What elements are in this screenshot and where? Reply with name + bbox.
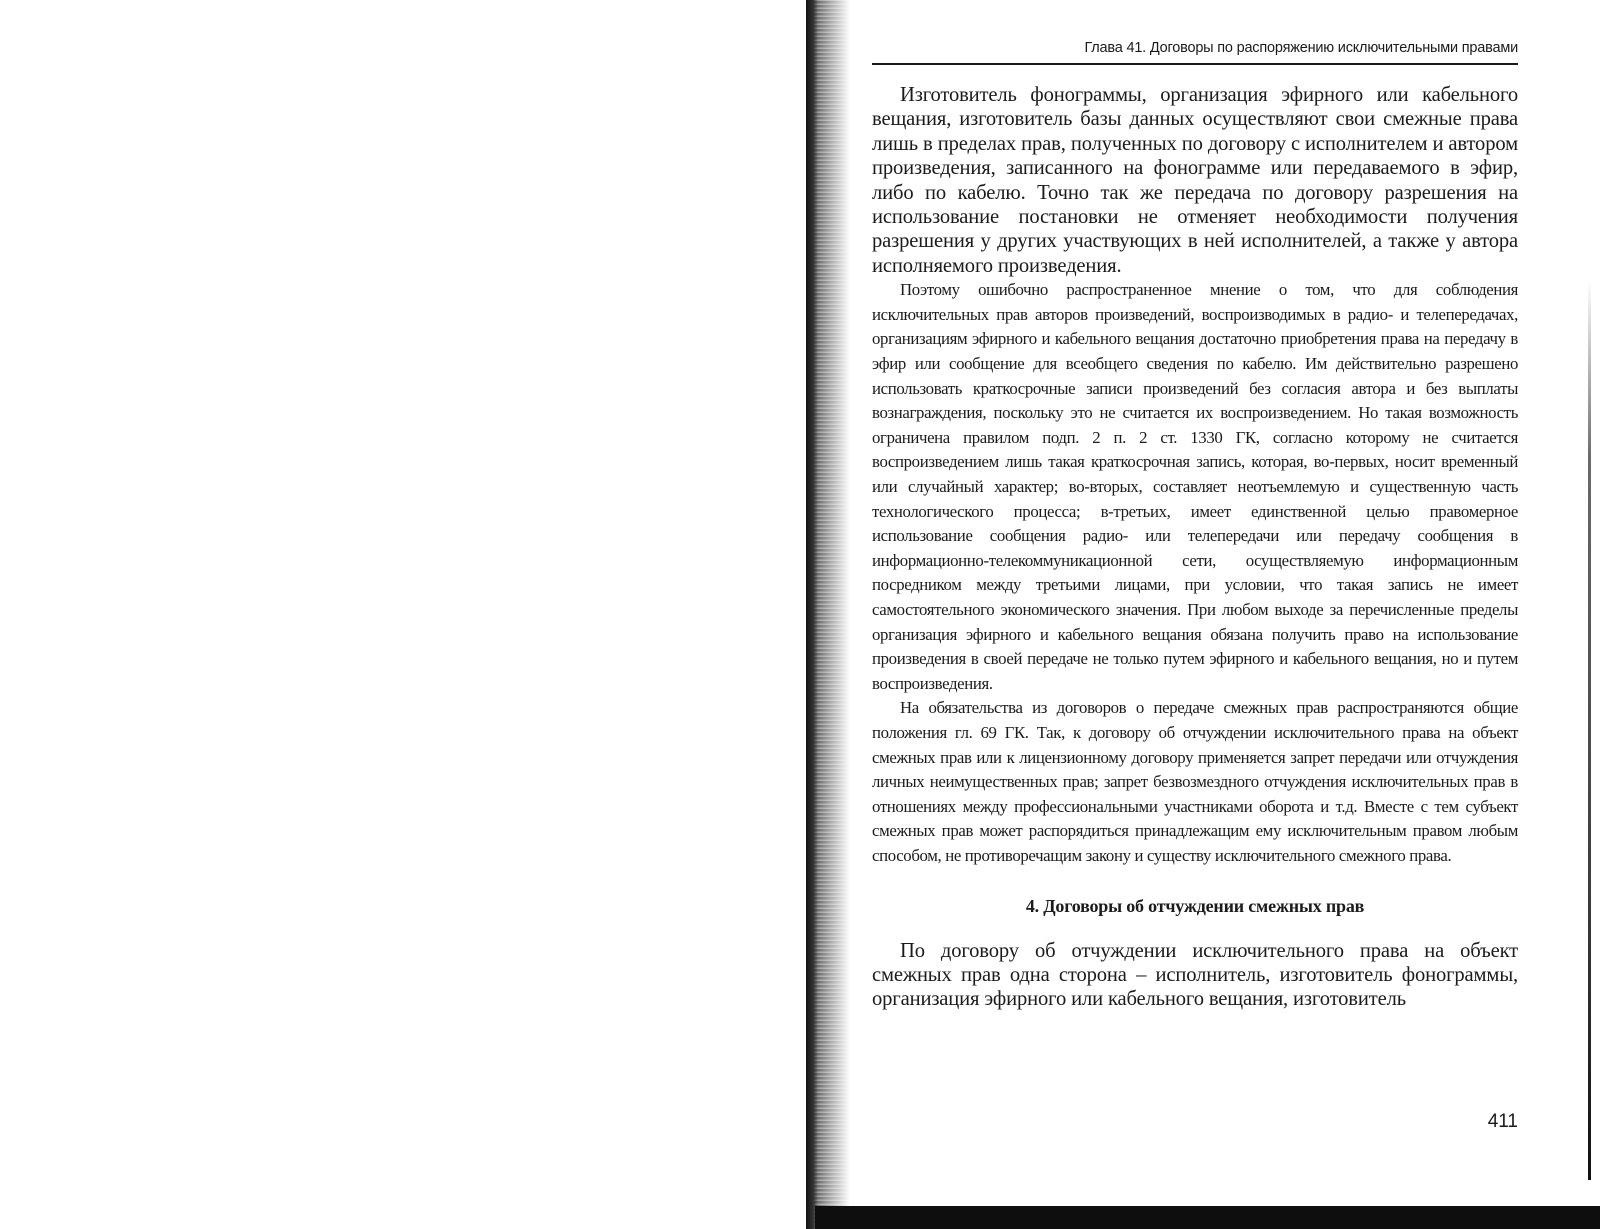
paragraph-1: Изготовитель фонограммы, организация эфирного или кабельного вещания, изготовитель базы данных осуществляют свои смежные права лишь в пределах прав, полученных по договору с исполнителем и автором произведения, записанного на фонограмме или передаваемого в эфир, либо по кабелю. Точно так же передача по договору разрешения на использование постановки не отменяет необходимости получения разрешения у других участвующих в ней исполнителей, а также у автора исполняемого произведения. [872,84,1518,277]
book-spine-edge [806,0,818,1229]
page-right-edge [1588,280,1591,1180]
running-head: Глава 41. Договоры по распоряжению исключительными правами [872,40,1518,65]
scan-bottom-border [815,1206,1600,1229]
right-page [872,40,1518,1012]
page-number: 411 [1487,1111,1518,1132]
paragraph-3: На обязательства из договоров о передаче смежных прав распространяются общие положения гл. 69 ГК. Так, к договору об отчуждении исключительного права на объект смежных прав или к лицензионному договору применяется запрет передачи или отчуждения личных неимущественных прав; запрет безвозмездного отчуждения исключительных прав в отношениях между профессиональными участниками оборота и т.д. Вместе с тем субъект смежных прав может распорядиться принадлежащим ему исключительным правом любым способом, не противоречащим закону и существу исключительного смежного права. [872,698,1518,865]
paragraph-2: Поэтому ошибочно распространенное мнение о том, что для соблюдения исключительных прав авторов произведений, воспроизводимых в радио- и телепередачах, организациям эфирного и кабельного вещания достаточно приобретения права на передачу в эфир или сообщение для всеобщего сведения по кабелю. Им действительно разрешено использовать краткосрочные записи произведений без согласия автора и без выплаты вознаграждения, поскольку это не считается их воспроизведением. Но такая возможность ограничена правилом подп. 2 п. 2 ст. 1330 ГК, согласно которому не считается воспроизведением лишь такая краткосрочная запись, которая, во-первых, носит временный или случайный характер; во-вторых, составляет неотъемлемую и существенную часть технологического процесса; в-третьих, имеет единственной целью правомерное использование сообщения радио- или телепередачи или передачу сообщения в информационно-телекоммуникационной сети, осуществляемую информационным посредником между третьими лицами, при условии, что такая запись не имеет самостоятельного экономического значения. При любом выходе за перечисленные пределы организация эфирного и кабельного вещания обязана получить право на использование произведения в своей передаче не только путем эфирного и кабельного вещания, но и путем воспроизведения. [872,280,1518,693]
paragraph-4: По договору об отчуждении исключительного права на объект смежных прав одна сторона – исполнитель, изготовитель фонограммы, организация эфирного или кабельного вещания, изготовитель [872,939,1518,1011]
section-heading: 4. Договоры об отчуждении смежных прав [1025,895,1365,916]
